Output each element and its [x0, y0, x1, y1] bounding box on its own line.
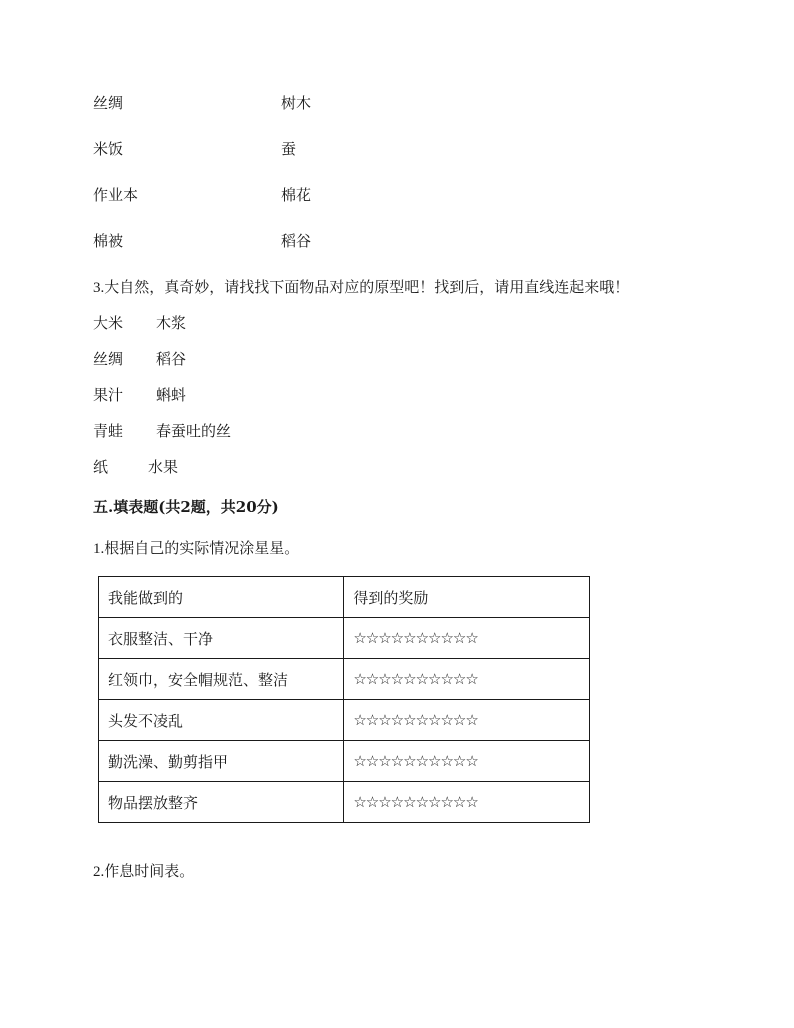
table-header-row: [99, 577, 590, 618]
section-heading: 五.填表题(共2题，共20分): [93, 498, 279, 516]
question-text: 根据自己的实际情况涂星星。: [104, 539, 300, 557]
match-left-item: 丝绸: [93, 94, 124, 112]
column-header: 得到的奖励: [344, 577, 590, 618]
question-number: 1.: [93, 541, 105, 557]
question-number: 3.: [93, 280, 105, 296]
match-right-item: 蚕: [281, 140, 297, 158]
stars-cell[interactable]: ☆☆☆☆☆☆☆☆☆☆: [344, 741, 590, 782]
q3-left-item: 纸: [93, 458, 109, 476]
q3-left-item: 大米: [93, 314, 124, 332]
match-right-item: 棉花: [281, 186, 312, 204]
match-left-item: 作业本: [93, 186, 139, 204]
behavior-cell: 衣服整洁、干净: [99, 618, 344, 659]
q3-right-item: 蝌蚪: [156, 386, 187, 404]
match-right-item: 树木: [281, 94, 312, 112]
behavior-cell: 红领巾，安全帽规范、整洁: [99, 659, 344, 700]
question-1-prompt: [93, 538, 299, 559]
q3-right-item: 春蚕吐的丝: [156, 422, 232, 440]
question-2-prompt: [93, 861, 194, 882]
table-row: [99, 741, 590, 782]
match-left-item: 棉被: [93, 232, 124, 250]
table-row: [99, 700, 590, 741]
q3-left-item: 青蛙: [93, 422, 124, 440]
q3-right-item: 木浆: [156, 314, 187, 332]
q3-right-item: 稻谷: [156, 350, 187, 368]
stars-cell[interactable]: ☆☆☆☆☆☆☆☆☆☆: [344, 618, 590, 659]
match-right-item: 稻谷: [281, 232, 312, 250]
q3-left-item: 丝绸: [93, 350, 124, 368]
star-rating-table: [98, 576, 590, 823]
question-number: 2.: [93, 864, 105, 880]
q3-right-item: 水果: [148, 458, 179, 476]
question-3-prompt: [93, 277, 629, 298]
column-header: 我能做到的: [99, 577, 344, 618]
behavior-cell: 物品摆放整齐: [99, 782, 344, 823]
stars-cell[interactable]: ☆☆☆☆☆☆☆☆☆☆: [344, 700, 590, 741]
stars-cell[interactable]: ☆☆☆☆☆☆☆☆☆☆: [344, 782, 590, 823]
q3-left-item: 果汁: [93, 386, 124, 404]
behavior-cell: 头发不凌乱: [99, 700, 344, 741]
question-text: 大自然，真奇妙，请找找下面物品对应的原型吧！找到后，请用直线连起来哦！: [104, 278, 630, 296]
match-left-item: 米饭: [93, 140, 124, 158]
table-row: [99, 659, 590, 700]
behavior-cell: 勤洗澡、勤剪指甲: [99, 741, 344, 782]
table-row: [99, 782, 590, 823]
question-text: 作息时间表。: [104, 862, 195, 880]
table-row: [99, 618, 590, 659]
stars-cell[interactable]: ☆☆☆☆☆☆☆☆☆☆: [344, 659, 590, 700]
